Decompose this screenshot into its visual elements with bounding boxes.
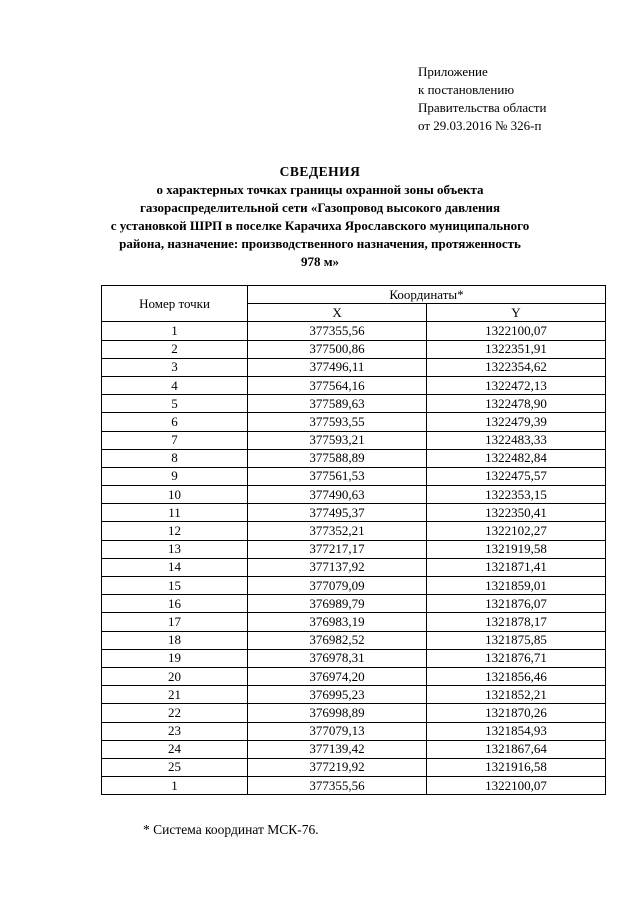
table-row (102, 758, 606, 776)
cell-y: 1322472,13 (426, 376, 605, 394)
cell-point-number: 8 (102, 449, 248, 467)
cell-y: 1321919,58 (426, 540, 605, 558)
appendix-line: Приложение (418, 64, 488, 79)
cell-y: 1322482,84 (426, 449, 605, 467)
cell-point-number: 10 (102, 486, 248, 504)
cell-y: 1322475,57 (426, 467, 605, 485)
cell-x: 377496,11 (248, 358, 427, 376)
title-line: газораспределительной сети «Газопровод высокого давления (139, 200, 501, 215)
cell-point-number: 17 (102, 613, 248, 631)
cell-y: 1321916,58 (426, 758, 605, 776)
table-row (102, 358, 606, 376)
cell-x: 377500,86 (248, 340, 427, 358)
cell-x: 376995,23 (248, 686, 427, 704)
cell-x: 377490,63 (248, 486, 427, 504)
header-y: Y (426, 304, 605, 322)
cell-point-number: 2 (102, 340, 248, 358)
cell-y: 1322351,91 (426, 340, 605, 358)
table-row (102, 322, 606, 340)
title-line: о характерных точках границы охранной зоны объекта (156, 182, 484, 197)
cell-point-number: 25 (102, 758, 248, 776)
cell-y: 1321854,93 (426, 722, 605, 740)
cell-y: 1321876,07 (426, 595, 605, 613)
cell-point-number: 22 (102, 704, 248, 722)
cell-y: 1321852,21 (426, 686, 605, 704)
cell-y: 1322350,41 (426, 504, 605, 522)
cell-point-number: 6 (102, 413, 248, 431)
cell-y: 1321856,46 (426, 667, 605, 685)
title-line: 978 м» (300, 254, 340, 269)
cell-x: 377079,13 (248, 722, 427, 740)
cell-y: 1322353,15 (426, 486, 605, 504)
cell-point-number: 7 (102, 431, 248, 449)
cell-y: 1322478,90 (426, 395, 605, 413)
table-row (102, 667, 606, 685)
cell-x: 377355,56 (248, 322, 427, 340)
cell-x: 377079,09 (248, 577, 427, 595)
table-row (102, 704, 606, 722)
table-body (102, 322, 606, 795)
cell-point-number: 18 (102, 631, 248, 649)
cell-x: 376982,52 (248, 631, 427, 649)
cell-x: 376989,79 (248, 595, 427, 613)
cell-x: 377564,16 (248, 376, 427, 394)
cell-y: 1321867,64 (426, 740, 605, 758)
table-row (102, 431, 606, 449)
cell-x: 376978,31 (248, 649, 427, 667)
cell-y: 1322354,62 (426, 358, 605, 376)
cell-point-number: 1 (102, 322, 248, 340)
footnote: * Система координат МСК-76. (143, 822, 319, 837)
cell-y: 1321859,01 (426, 577, 605, 595)
appendix-line: от 29.03.2016 № 326-п (418, 118, 542, 133)
cell-x: 377137,92 (248, 558, 427, 576)
cell-x: 377219,92 (248, 758, 427, 776)
appendix-block (418, 63, 547, 135)
cell-point-number: 24 (102, 740, 248, 758)
cell-point-number: 15 (102, 577, 248, 595)
cell-x: 377495,37 (248, 504, 427, 522)
cell-point-number: 3 (102, 358, 248, 376)
table-row (102, 486, 606, 504)
table-row (102, 467, 606, 485)
appendix-line: Правительства области (418, 100, 547, 115)
cell-x: 377139,42 (248, 740, 427, 758)
table-row (102, 376, 606, 394)
cell-point-number: 14 (102, 558, 248, 576)
cell-x: 377588,89 (248, 449, 427, 467)
cell-y: 1321878,17 (426, 613, 605, 631)
cell-point-number: 4 (102, 376, 248, 394)
cell-point-number: 12 (102, 522, 248, 540)
cell-point-number: 21 (102, 686, 248, 704)
cell-point-number: 5 (102, 395, 248, 413)
cell-y: 1322100,07 (426, 777, 605, 795)
table-row (102, 649, 606, 667)
cell-x: 377593,21 (248, 431, 427, 449)
cell-x: 376998,89 (248, 704, 427, 722)
table-row (102, 686, 606, 704)
cell-point-number: 13 (102, 540, 248, 558)
table-row (102, 722, 606, 740)
header-x: X (248, 304, 427, 322)
table-row (102, 504, 606, 522)
cell-x: 377593,55 (248, 413, 427, 431)
title-line: с установкой ШРП в поселке Карачиха Ярославского муниципального (110, 218, 530, 233)
cell-x: 377561,53 (248, 467, 427, 485)
cell-y: 1321876,71 (426, 649, 605, 667)
header-point-number: Номер точки (102, 286, 248, 322)
cell-x: 376983,19 (248, 613, 427, 631)
coordinates-table (101, 285, 606, 795)
cell-y: 1321870,26 (426, 704, 605, 722)
table-row (102, 740, 606, 758)
cell-point-number: 20 (102, 667, 248, 685)
table-row (102, 395, 606, 413)
table-row (102, 522, 606, 540)
appendix-line: к постановлению (418, 82, 515, 97)
cell-point-number: 1 (102, 777, 248, 795)
cell-x: 377355,56 (248, 777, 427, 795)
cell-point-number: 9 (102, 467, 248, 485)
cell-x: 377352,21 (248, 522, 427, 540)
cell-y: 1322102,27 (426, 522, 605, 540)
cell-y: 1322483,33 (426, 431, 605, 449)
document-title (100, 163, 540, 271)
table-row (102, 631, 606, 649)
table-row (102, 595, 606, 613)
cell-y: 1322100,07 (426, 322, 605, 340)
cell-x: 377589,63 (248, 395, 427, 413)
table-row (102, 449, 606, 467)
cell-point-number: 16 (102, 595, 248, 613)
cell-x: 376974,20 (248, 667, 427, 685)
table-row (102, 777, 606, 795)
title-line: района, назначение: производственного назначения, протяженность (119, 236, 521, 251)
table-row (102, 340, 606, 358)
table-row (102, 540, 606, 558)
cell-point-number: 11 (102, 504, 248, 522)
header-coordinates: Координаты* (248, 286, 606, 304)
table-row (102, 613, 606, 631)
cell-y: 1321871,41 (426, 558, 605, 576)
title-heading: СВЕДЕНИЯ (279, 164, 361, 179)
cell-x: 377217,17 (248, 540, 427, 558)
table-row (102, 577, 606, 595)
cell-point-number: 23 (102, 722, 248, 740)
table-row (102, 413, 606, 431)
table-row (102, 558, 606, 576)
cell-point-number: 19 (102, 649, 248, 667)
cell-y: 1322479,39 (426, 413, 605, 431)
cell-y: 1321875,85 (426, 631, 605, 649)
